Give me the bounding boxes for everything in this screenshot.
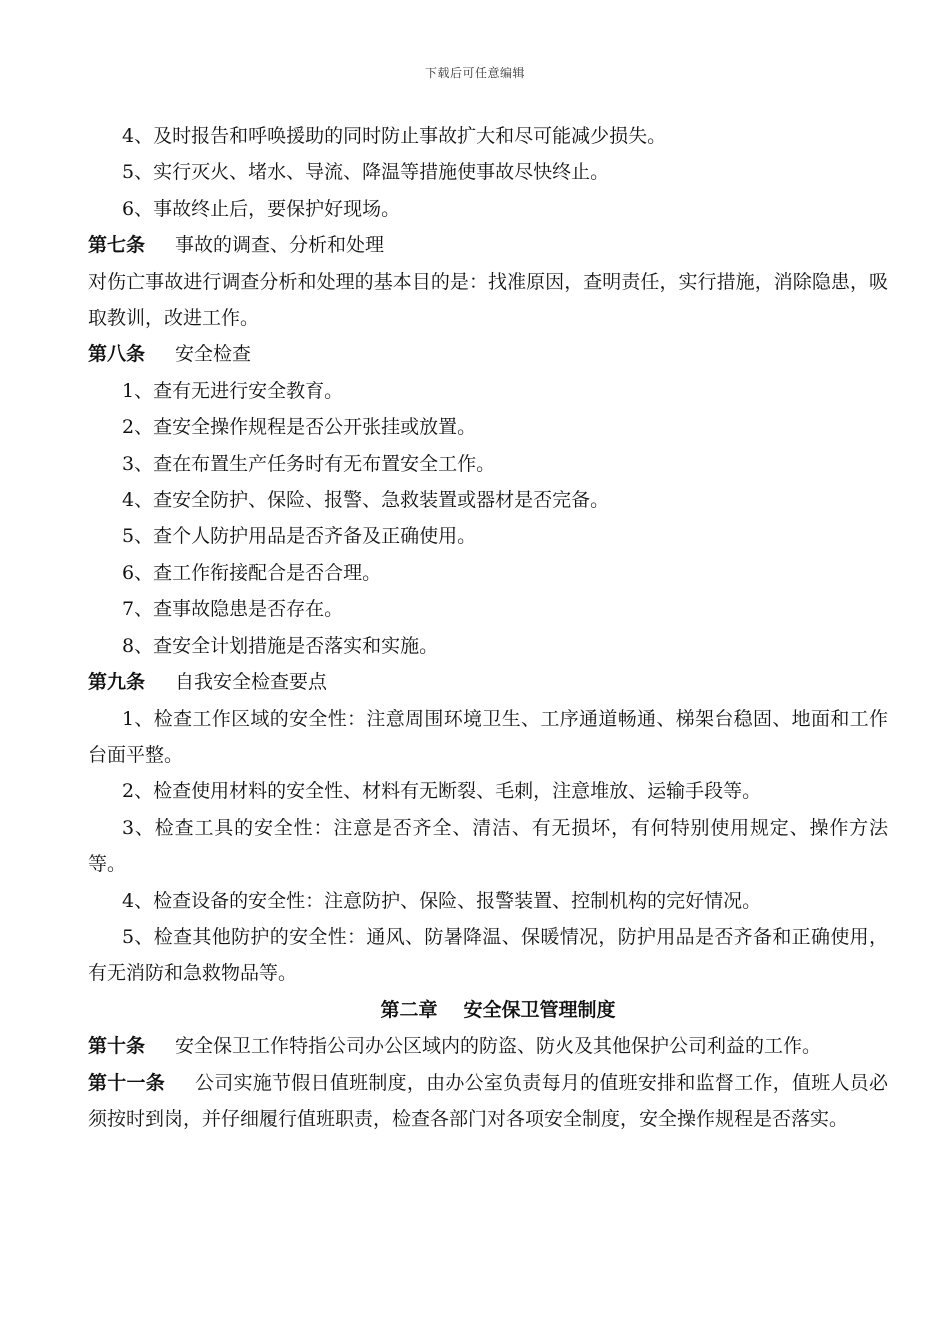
article-9-heading [88,664,888,700]
list-item: 2、检查使用材料的安全性、材料有无断裂、毛刺，注意堆放、运输手段等。 [122,780,762,803]
list-item: 3、查在布置生产任务时有无布置安全工作。 [122,452,496,475]
article-8-heading [88,336,888,372]
list-item: 6、查工作衔接配合是否合理。 [122,561,382,584]
list-item: 1、查有无进行安全教育。 [122,379,344,402]
list-item: 2、查安全操作规程是否公开张挂或放置。 [122,416,477,439]
article-title: 自我安全检查要点 [175,671,328,694]
chapter-2-heading [88,992,888,1028]
page-header: 下载后可任意编辑 [424,66,525,80]
article-title: 安全检查 [175,343,252,366]
list-item: 5、实行灭火、堵水、导流、降温等措施使事故尽快终止。 [122,161,610,184]
chapter-title: 安全保卫管理制度 [463,998,616,1021]
article-title: 事故的调查、分析和处理 [175,234,385,257]
list-item: 4、查安全防护、保险、报警、急救装置或器材是否完备。 [122,489,610,512]
article-10 [88,1028,888,1064]
list-item: 1、检查工作区域的安全性：注意周围环境卫生、工序通道畅通、梯架台稳固、地面和工作台面平整。 [88,707,888,766]
article-label: 第八条 [88,343,146,366]
article-label: 第十条 [88,1035,146,1058]
list-item: 3、检查工具的安全性：注意是否齐全、清洁、有无损坏，有何特别使用规定、操作方法等。 [88,816,888,876]
list-item: 5、检查其他防护的安全性：通风、防暑降温、保暖情况，防护用品是否齐备和正确使用，有无消防和急救物品等。 [88,925,888,985]
article-label: 第十一条 [88,1071,166,1094]
article-7-heading [88,227,888,263]
list-item: 6、事故终止后，要保护好现场。 [122,197,401,220]
list-item: 4、及时报告和呼唤援助的同时防止事故扩大和尽可能减少损失。 [122,125,667,147]
article-label: 第七条 [88,234,146,257]
article-7-body: 对伤亡事故进行调查分析和处理的基本目的是：找准原因，查明责任，实行措施，消除隐患，吸取教训，改进工作。 [88,270,888,330]
chapter-number: 第二章 [380,998,438,1021]
list-item: 5、查个人防护用品是否齐备及正确使用。 [122,525,477,548]
document-body [88,118,888,1137]
article-label: 第九条 [88,671,146,694]
article-11 [88,1065,888,1138]
list-item: 4、检查设备的安全性：注意防护、保险、报警装置、控制机构的完好情况。 [122,889,762,912]
article-body: 安全保卫工作特指公司办公区域内的防盗、防火及其他保护公司利益的工作。 [175,1035,822,1058]
list-item: 8、查安全计划措施是否落实和实施。 [122,634,439,657]
list-item: 7、查事故隐患是否存在。 [122,598,344,621]
article-body: 公司实施节假日值班制度，由办公室负责每月的值班安排和监督工作，值班人员必须按时到岗，并仔细履行值班职责，检查各部门对各项安全制度，安全操作规程是否落实。 [88,1071,888,1130]
